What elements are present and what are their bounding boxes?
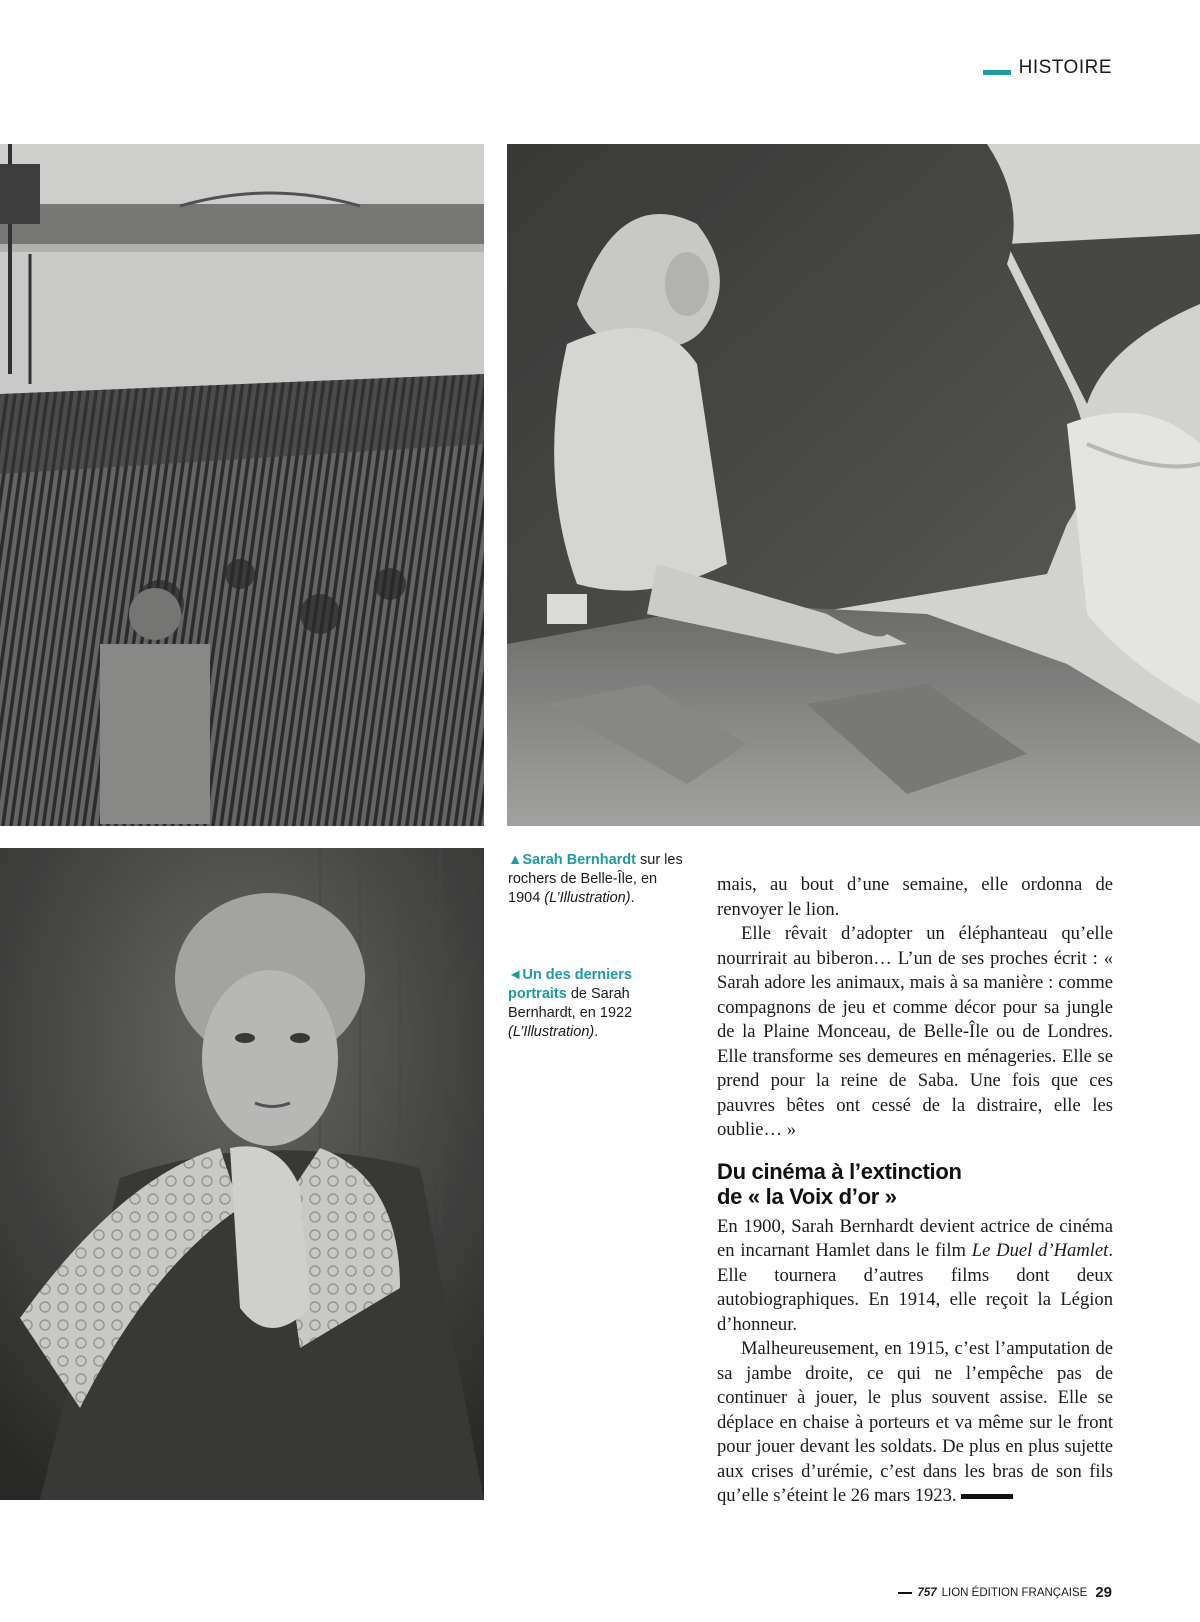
page-footer (898, 1584, 1112, 1601)
end-of-article-mark (961, 1494, 1013, 1499)
paragraph-4 (717, 1337, 1113, 1509)
paragraph-3 (717, 1215, 1113, 1338)
paragraph-3-a: En 1900, Sarah Bernhardt devient actrice de cinéma en incarnant Hamlet dans le film (717, 1215, 1113, 1261)
article-body (717, 873, 1113, 1509)
photo-portrait-1922 (0, 848, 484, 1500)
footer-publication: LION ÉDITION FRANÇAISE (941, 1586, 1088, 1599)
paragraph-3-b: . Elle tournera d’autres films dont deux autobiographiques. En 1914, elle reçoit la Légion d’honneur. (717, 1240, 1113, 1335)
footer-issue-number: 757 (917, 1586, 937, 1599)
caption-2-end: . (594, 1024, 599, 1040)
subheading (717, 1159, 1113, 1209)
caption-2-credit: (L’Illustration) (508, 1024, 595, 1040)
photo-belle-ile-rocks (507, 144, 1200, 826)
footer-dash (898, 1592, 912, 1594)
photo-prisoners-image (0, 144, 484, 826)
paragraph-4-text: Malheureusement, en 1915, c’est l’amputation de sa jambe droite, ce qui ne l’empêche pas de continuer à jouer, le plus souvent assise. Elle se déplace en chaise à porteurs et va même sur le front pour jouer devant les soldats. De plus en plus sujette aux crises d’urémie, c’est dans les bras de son fils qu’elle s’éteint le 26 mars 1923. (717, 1338, 1113, 1506)
caption-1-credit: (L’Illustration) (544, 890, 631, 906)
caption-1-lead: Sarah Bernhardt (522, 852, 636, 868)
page-number: 29 (1095, 1584, 1112, 1601)
photo-rocks-image (507, 144, 1200, 826)
photo-portrait-image (0, 848, 484, 1500)
photo-prisoners (0, 144, 484, 826)
caption-belle-ile (508, 851, 683, 908)
section-tag (983, 57, 1112, 79)
paragraph-1: mais, au bout d’une semaine, elle ordonna de renvoyer le lion. (717, 874, 1113, 920)
section-label: HISTOIRE (1018, 57, 1112, 78)
caption-2-lead: Un des derniers portraits (508, 967, 632, 1002)
section-accent-bar (983, 70, 1011, 75)
subheading-line-1: Du cinéma à l’extinction (717, 1158, 962, 1184)
subheading-line-2: de « la Voix d’or » (717, 1183, 897, 1209)
film-title: Le Duel d’Hamlet (971, 1240, 1109, 1261)
caption-1-text: sur les rochers de Belle-Île, en 1904 (508, 852, 683, 906)
caption-2-arrow: ◄ (508, 967, 523, 983)
caption-1-end: . (630, 890, 635, 906)
caption-portrait (508, 966, 683, 1042)
paragraph-2: Elle rêvait d’adopter un éléphanteau qu’elle nourrirait au biberon… L’un de ses proches écrit : « Sarah adore les animaux, mais à sa manière : comme compagnons de jeu et comme décor pour sa jungle de la Plaine Monceau, de Belle-Île ou de Londres. Elle transforme ses demeures en ménageries. Elle se prend pour la reine de Saba. Une fois que ces pauvres bêtes ont cessé de la distraire, elle les oublie… » (717, 923, 1113, 1140)
caption-1-arrow: ▲ (508, 852, 523, 868)
caption-2-text: de Sarah Bernhardt, en 1922 (508, 986, 633, 1021)
